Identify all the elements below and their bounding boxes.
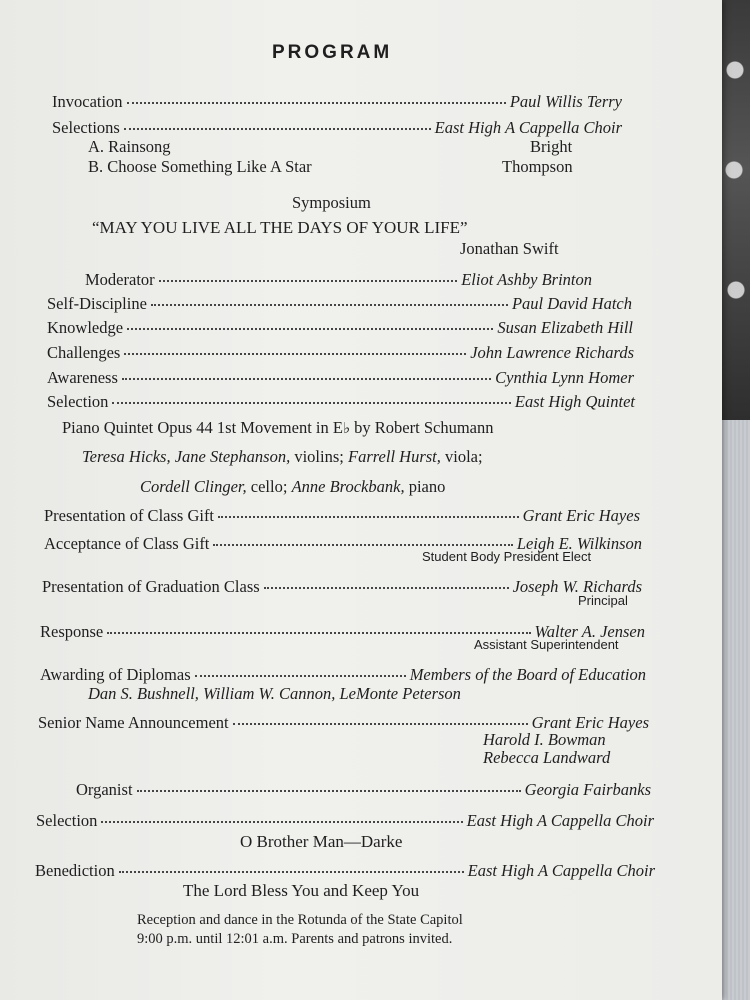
dot-leader <box>151 304 508 306</box>
program-item-self-discipline: Self-Discipline Paul David Hatch <box>47 294 632 313</box>
dot-leader <box>264 587 509 589</box>
dot-leader <box>195 675 406 677</box>
dot-leader <box>127 102 506 104</box>
program-item-knowledge: Knowledge Susan Elizabeth Hill <box>47 318 633 337</box>
benediction-piece: The Lord Bless You and Keep You <box>183 881 420 900</box>
symposium-theme: “MAY YOU LIVE ALL THE DAYS OF YOUR LIFE” <box>92 218 468 237</box>
dot-leader <box>137 790 521 792</box>
dot-leader <box>127 328 493 330</box>
flat-symbol: ♭ <box>342 421 351 437</box>
program-item-selection: Selection East High Quintet <box>47 392 635 411</box>
selection-a-title: A. Rainsong <box>88 137 171 156</box>
acceptance-role: Student Body President Elect <box>422 549 592 564</box>
program-item-class-gift: Presentation of Class Gift Grant Eric Hayes <box>44 506 640 525</box>
dot-leader <box>122 378 491 380</box>
program-item-graduation-class: Presentation of Graduation Class Joseph W. Richards <box>42 577 642 596</box>
footer-reception: Reception and dance in the Rotunda of the State Capitol <box>137 912 463 928</box>
program-item-benediction: Benediction East High A Cappella Choir <box>35 861 655 880</box>
program-item-organist: Organist Georgia Fairbanks <box>76 780 651 799</box>
dot-leader <box>218 516 519 518</box>
dot-leader <box>159 280 458 282</box>
dot-leader <box>101 821 462 823</box>
selection-b-composer: Thompson <box>502 157 573 176</box>
program-item-awareness: Awareness Cynthia Lynn Homer <box>47 368 634 387</box>
dot-leader <box>233 723 528 725</box>
program-item-challenges: Challenges John Lawrence Richards <box>47 343 634 362</box>
symposium-author: Jonathan Swift <box>460 239 559 258</box>
selection-b-title: B. Choose Something Like A Star <box>88 157 312 176</box>
board-members: Dan S. Bushnell, William W. Cannon, LeMonte Peterson <box>88 684 461 703</box>
program-item-acceptance: Acceptance of Class Gift Leigh E. Wilkinson <box>44 534 642 553</box>
program-item-moderator: Moderator Eliot Ashby Brinton <box>85 270 592 289</box>
response-role: Assistant Superintendent <box>474 637 619 652</box>
dot-leader <box>124 353 466 355</box>
program-item-diplomas: Awarding of Diplomas Members of the Board of Education <box>40 665 646 684</box>
program-item-selection-choir: Selection East High A Cappella Choir <box>36 811 654 830</box>
senior-names-announcer-2: Harold I. Bowman <box>483 730 606 749</box>
quintet-performers-1: Teresa Hicks, Jane Stephanson, violins; Farrell Hurst, viola; <box>82 447 483 466</box>
dot-leader <box>112 402 511 404</box>
dot-leader <box>213 544 512 546</box>
program-item-senior-names: Senior Name Announcement Grant Eric Hayes <box>38 713 649 732</box>
grad-class-role: Principal <box>578 593 628 608</box>
selection-a-composer: Bright <box>530 137 573 156</box>
quintet-performers-2: Cordell Clinger, cello; Anne Brockbank, piano <box>140 477 446 496</box>
page-title: PROGRAM <box>272 42 393 63</box>
symposium-heading: Symposium <box>292 193 371 212</box>
dot-leader <box>119 871 464 873</box>
footer-times: 9:00 p.m. until 12:01 a.m. Parents and patrons invited. <box>137 931 453 947</box>
selection-choir-piece: O Brother Man—Darke <box>240 832 403 851</box>
program-item-selections: Selections East High A Cappella Choir <box>52 118 622 137</box>
program-item-invocation: Invocation Paul Willis Terry <box>52 92 622 111</box>
senior-names-announcer-3: Rebecca Landward <box>483 748 611 767</box>
dot-leader <box>107 632 530 634</box>
dot-leader <box>124 128 431 130</box>
program-item-response: Response Walter A. Jensen <box>40 622 645 641</box>
quintet-piece: Piano Quintet Opus 44 1st Movement in E♭ by Robert Schumann <box>62 418 494 437</box>
